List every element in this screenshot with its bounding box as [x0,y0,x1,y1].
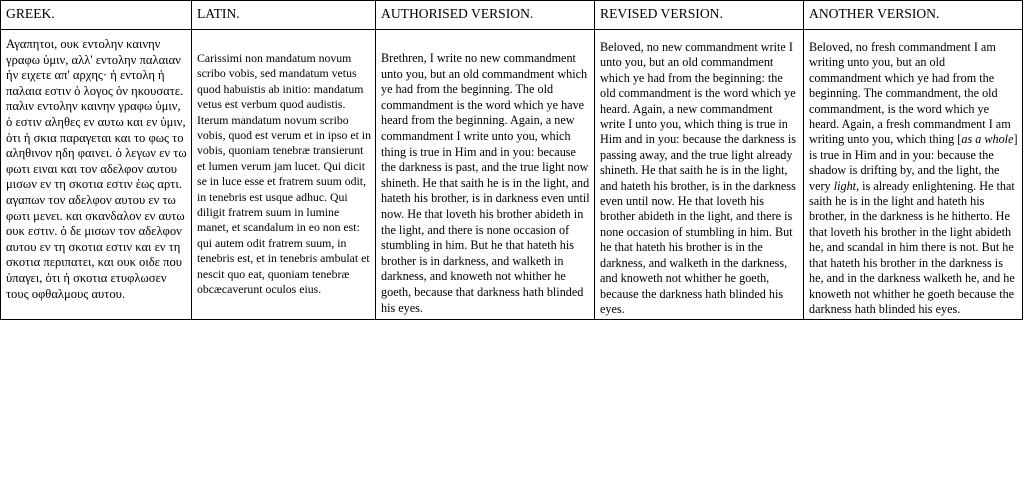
header-authorised-version: AUTHORISED VERSION. [376,1,595,30]
another-passage [809,40,1018,316]
another-part-1: Beloved, no fresh commandment I am writing unto you, but an old commandment which ye had from the beginning. The commandment, the old commandment, is the word which ye heard. Again, a fresh commandment I am writing unto you, which thing [ [809,40,1011,147]
header-greek: GREEK. [1,1,192,30]
latin-passage: Carissimi non mandatum novum scribo vobis, sed mandatum vetus quod habuistis ab initio: mandatum vetus est verbum quod audistis. Iterum mandatum novum scribo vobis, quod est verum et in ipso et in vobis, quoniam tenebræ transierunt et lumen verum jam lucet. Qui dicit se in luce esse et fratrem suum odit, in tenebris est usque adhuc. Qui diligit fratrem suum in lumine manet, et scandalum in eo non est: qui autem odit fratrem suum, in tenebris est, et in tenebris ambulat et nescit quo eat, quoniam tenebræ obcæcaverunt oculos eius. [197,51,371,297]
another-italic-1: as a whole [961,132,1014,147]
another-version-text [804,30,1023,320]
latin-text [192,30,376,320]
header-latin: LATIN. [192,1,376,30]
greek-passage: Αγαπητοι, ουκ εντολην καινην γραφω ὑμιν, αλλ' εντολην παλαιαν ἡν ειχετε απ' αρχης· ἡ εντολη ἡ παλαια εστιν ὁ λογος ὁν ηκουσατε. παλιν εντολην καινην γραφω ὑμιν, ὁ εστιν αληθες εν αυτω και εν ὑμιν, ὁτι ἡ σκια παραγεται και το φως το αληθινον ηδη φαινει. ὁ λεγων εν τω φωτι ειναι και τον αδελφον αυτου μισων εν τη σκοτια εστιν ἑως αρτι. αγαπων τον αδελφον αυτου εν τω φωτι μενει. και σκανδαλον εν αυτω ουκ εστιν. ὁ δε μισων τον αδελφον αυτου εν τη σκοτια εστιν και εν τη σκοτια περιπατει, και ουκ οιδε που ὑπαγει, ὁτι ἡ σκοτια ετυφλωσεν τους οφθαλμους αυτου. [6,37,187,301]
header-row [1,1,1023,30]
revised-passage: Beloved, no new commandment write I unto you, but an old commandment which ye had from the beginning: the old commandment is the word which ye heard. Again, a new commandment write I unto you, which thing is true in Him and in you: because the darkness is passing away, and the true light already shineth. He that saith he is in the light, and hateth his brother, is in the darkness even until now. He that loveth his brother abideth in the light, and there is none occasion of stumbling in him. But he that hateth his brother is in the darkness, and walketh in the darkness, and knoweth not whither he goeth, because the darkness hath blinded his eyes. [600,40,796,316]
another-part-2: ] is true in Him and in you: because the shadow is drifting by, and the light, the very [809,132,1018,193]
text-row [1,30,1023,320]
authorised-passage: Brethren, I write no new commandment unto you, but an old commandment which ye had from the beginning. The old commandment is the word which ye have heard from the beginning. Again, a new commandment I write unto you, which thing is true in Him and in you: because the darkness is past, and the true light now shineth. He that saith he is in the light, and hateth his brother, is in darkness even until now. He that loveth his brother abideth in the light, and there is none occasion of stumbling in him. But he that hateth his brother is in darkness, and walketh in darkness, and knoweth not whither he goeth, because that darkness hath blinded his eyes. [381,51,590,315]
greek-text [1,30,192,320]
authorised-version-text [376,30,595,320]
another-italic-2: light [833,178,857,193]
header-another-version: ANOTHER VERSION. [804,1,1023,30]
revised-version-text [595,30,804,320]
another-part-3: , is already enlightening. He that saith he is in the light and hateth his brother, in the darkness is he hitherto. He that loveth his brother in the light abideth he, and scandal in him there is not. But he that hateth his brother in the darkness is he, and in the darkness walketh he, and he knoweth not whither he goeth because the darkness hath blinded his eyes. [809,178,1015,316]
header-revised-version: REVISED VERSION. [595,1,804,30]
